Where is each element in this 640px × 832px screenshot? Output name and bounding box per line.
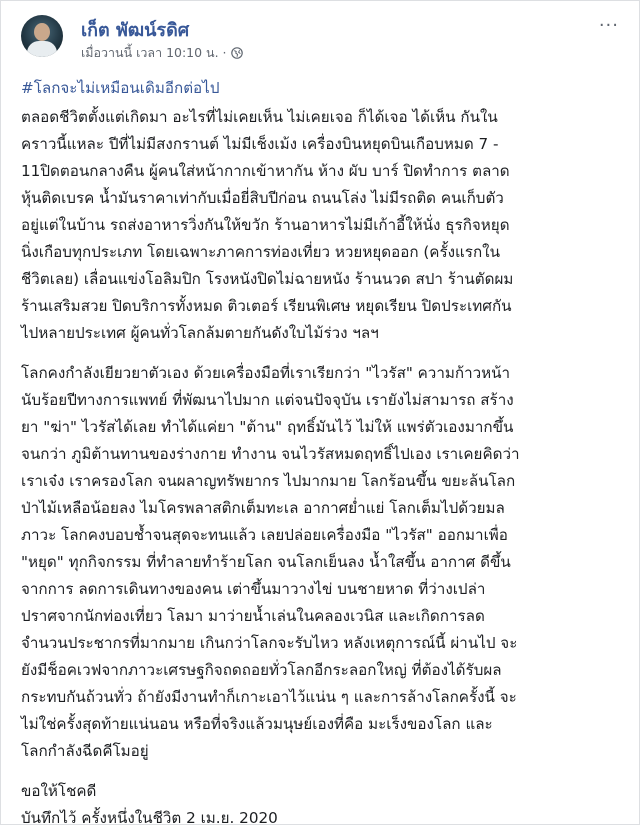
hashtag-link[interactable]: #โลกจะไม่เหมือนเดิมอีกต่อไป <box>21 79 220 97</box>
globe-icon[interactable] <box>231 47 243 59</box>
post-closing: ขอให้โชคดี <box>21 782 97 800</box>
post-paragraph-1: ตลอดชีวิตตั้งแต่เกิดมา อะไรที่ไม่เคยเห็น ไม่เคยเจอ ก็ได้เจอ ได้เห็น กันใน คราวนี้แหละ ปีที่ไม่มีสงกรานต์ ไม่มีเช็งเม้ง เครื่องบินหยุดบินเกือบหมด 7 - 11ปิดตอนกลางคืน ผู้คนใส่หน้ากากเข้าหากัน ห้าง ผับ บาร์ ปิดทำการ ตลาด หุ้นติดเบรค น้ำมันราคาเท่ากับเมื่อยี่สิบปีก่อน ถนนโล่ง ไม่มีรถติด คนเก็บตัว อยู่แต่ในบ้าน รถส่งอาหารวิ่งกันให้ขวัก ร้านอาหารไม่มีเก้าอี้ให้นั่ง ธุรกิจหยุด นิ่งเกือบทุกประเภท โดยเฉพาะภาคการท่องเที่ยว หวยหยุดออก (ครั้งแรกใน ชีวิตเลย) เลื่อนแข่งโอลิมปิก โรงหนังปิดไม่ฉายหนัง ร้านนวด สปา ร้านตัดผม ร้านเสริมสวย ปิดบริการทั้งหมด ติวเตอร์ เรียนพิเศษ หยุดเรียน ปิดประเทศกัน ไปหลายประเทศ ผู้คนทั่วโลกล้มตายกันดังใบไม้ร่วง ฯลฯ <box>21 108 514 342</box>
avatar-face <box>34 23 50 41</box>
post-signature: บันทึกไว้ ครั้งหนึ่งในชีวิต 2 เม.ย. 2020 <box>21 809 278 827</box>
post-header <box>1 1 640 71</box>
avatar-shirt <box>27 41 57 57</box>
post-meta <box>81 43 243 63</box>
post-timestamp[interactable]: เมื่อวานนี้ เวลา 10:10 น. · <box>81 45 227 60</box>
author-name[interactable]: เก็ต พัฒน์รดิศ <box>81 20 190 41</box>
post-paragraph-2: โลกคงกำลังเยียวยาตัวเอง ด้วยเครื่องมือที่เราเรียกว่า "ไวรัส" ความก้าวหน้า นับร้อยปีทางการแพทย์ ที่พัฒนาไปมาก แต่จนปัจจุบัน เรายังไม่สามารถ สร้าง ยา "ฆ่า" ไวรัสได้เลย ทำได้แค่ยา "ต้าน" ฤทธิ์มันไว้ ไม่ให้ แพร่ตัวเองมากขึ้น จนกว่า ภูมิต้านทานของร่างกาย ทำงาน จนไวรัสหมดฤทธิ์ไปเอง เราเคยคิดว่า เราเจ๋ง เราครองโลก จนผลาญทรัพยากร ไปมากมาย โลกร้อนขึ้น ขยะล้นโลก ป่าไม้เหลือน้อยลง ไมโครพลาสติกเต็มทะเล อากาศย่ำแย่ โลกเต็มไปด้วยมล ภาวะ โลกคงบอบช้ำจนสุดจะทนแล้ว เลยปล่อยเครื่องมือ "ไวรัส" ออกมาเพื่อ "หยุด" ทุกกิจกรรม ที่ทำลายทำร้ายโลก จนโลกเย็นลง น้ำใสขึ้น อากาศ ดีขึ้น จากการ ลดการเดินทางของคน เต่าขึ้นมาวางไข่ บนชายหาด ที่ว่างเปล่า ปราศจากนักท่องเที่ยว โลมา มาว่ายน้ำเล่นในคลองเวนิส และเกิดการลด จำนวนประชากรที่มากมาย เกินกว่าโลกจะรับไหว หลังเหตุการณ์นี้ ผ่านไป จะ ยังมีช็อคเวฟจากภาวะเศรษฐกิจถดถอยทั่วโลกอีกระลอกใหญ่ ที่ต้องได้รับผล กระทบกันถ้วนทั่ว ถ้ายังมีงานทำก็เกาะเอาไว้แน่น ๆ และการล้างโลกครั้งนี้ จะ ไม่ใช่ครั้งสุดท้ายแน่นอน หรือที่จริงแล้วมนุษย์เองที่คือ มะเร็งของโลก และ โลกกำลังฉีดคีโมอยู่ <box>21 364 520 760</box>
author-avatar[interactable] <box>21 15 63 57</box>
post-content <box>21 75 627 832</box>
more-options-icon[interactable]: ··· <box>598 15 619 36</box>
